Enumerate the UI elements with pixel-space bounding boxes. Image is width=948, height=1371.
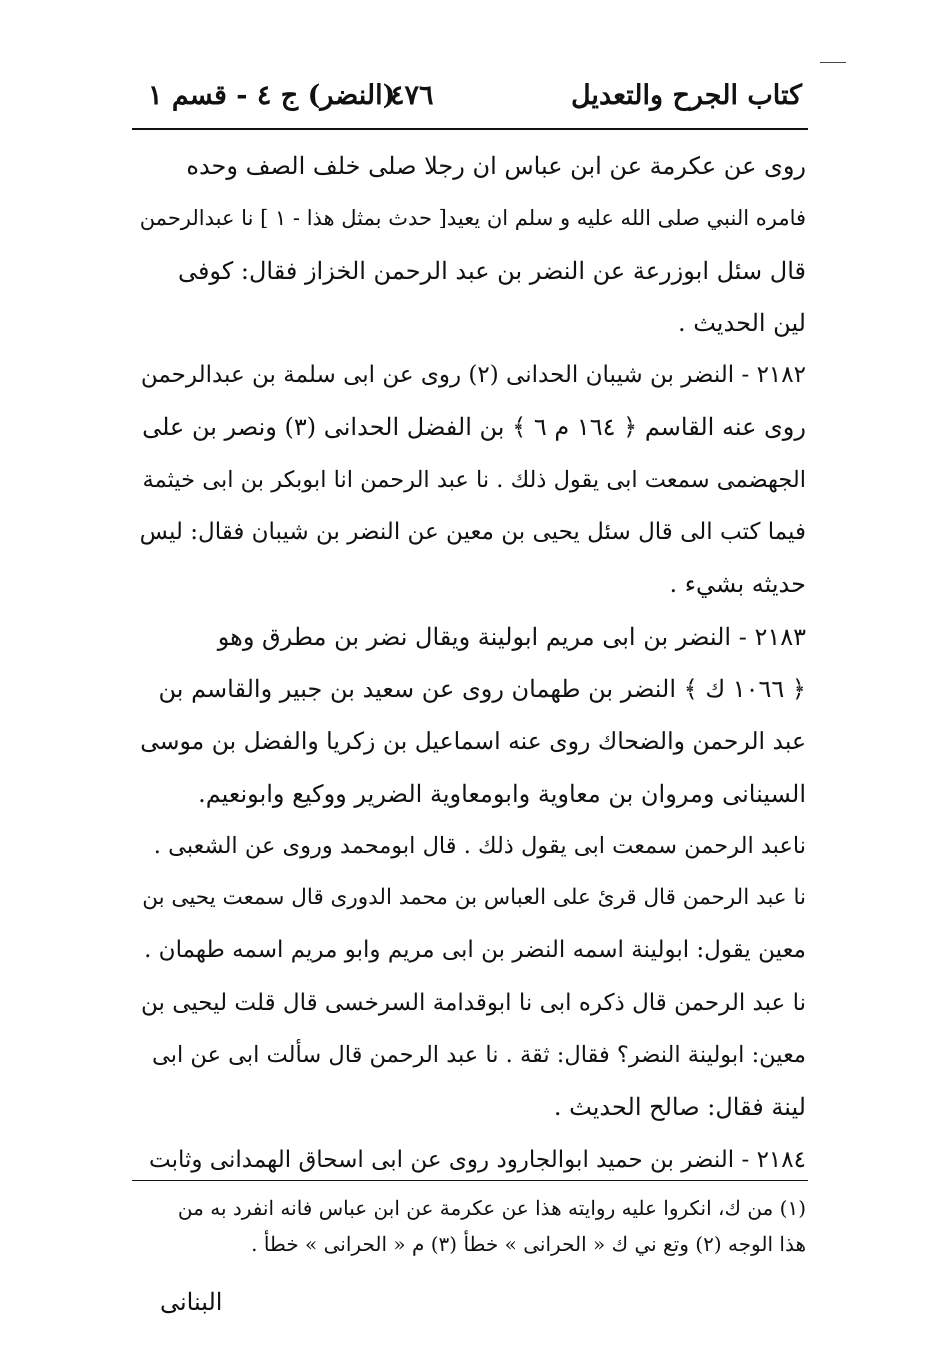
text-line: لين الحديث . (677, 308, 806, 337)
header-page-number: ٤٧٦ (390, 80, 434, 111)
header-rule (132, 128, 808, 130)
text-line: ناعبد الرحمن سمعت ابى يقول ذلك . قال ابومحمد وروى عن الشعبى . (153, 832, 806, 859)
entry-2182-heading: ٢١٨٢ - النضر بن شيبان الحدانى (٢) روى عن ابى سلمة بن عبدالرحمن (140, 362, 806, 389)
footnotes (140, 1190, 806, 1262)
text-line: نا عبد الرحمن قال قرئ على العباس بن محمد الدورى قال سمعت يحيى بن (142, 885, 806, 911)
entry-2184-heading: ٢١٨٤ - النضر بن حميد ابوالجارود روى عن ابى اسحاق الهمدانى وثابت (148, 1146, 806, 1173)
main-text (140, 140, 806, 1186)
header-section: (النضر) ج ٤ - قسم ١ (148, 80, 396, 111)
text-line: فامره النبي صلى الله عليه و سلم ان يعيد[ حدث بمثل هذا - ١ ] نا عبدالرحمن (140, 206, 806, 231)
text-line: حديثه بشيء . (669, 570, 806, 599)
text-line: نا عبد الرحمن قال ذكره ابى نا ابوقدامة السرخسى قال قلت ليحيى بن (140, 989, 806, 1016)
catchword: البنانى (160, 1288, 223, 1316)
corner-mark (820, 62, 846, 63)
text-line: معين: ابولينة النضر؟ فقال: ثقة . نا عبد الرحمن قال سألت ابى عن ابى (152, 1042, 806, 1069)
text-line: روى عن عكرمة عن ابن عباس ان رجلا صلى خلف الصف وحده (186, 152, 806, 180)
running-header (134, 70, 814, 126)
header-book-title: كتاب الجرح والتعديل (570, 80, 802, 111)
text-line: روى عنه القاسم ﴿ ١٦٤ م ٦ ﴾ بن الفضل الحدانى (٣) ونصر بن على (142, 413, 806, 442)
text-line: السينانى ومروان بن معاوية وابومعاوية الضرير ووكيع وابونعيم. (198, 779, 806, 808)
entry-2183-heading: ٢١٨٣ - النضر بن ابى مريم ابولينة ويقال نضر بن مطرق وهو (217, 622, 806, 651)
text-line: ﴿ ١٠٦٦ ك ﴾ النضر بن طهمان روى عن سعيد بن جبير والقاسم بن (158, 674, 806, 703)
footnote-rule (132, 1180, 808, 1181)
footnote-line: (١) من ك، انكروا عليه روايته هذا عن عكرمة عن ابن عباس فانه انفرد به من (177, 1196, 806, 1220)
text-line: معين يقول: ابولينة اسمه النضر بن ابى مريم وابو مريم اسمه طهمان . (144, 937, 806, 964)
text-line: فيما كتب الى قال سئل يحيى بن معين عن النضر بن شيبان فقال: ليس (140, 519, 806, 546)
text-line: عبد الرحمن والضحاك روى عنه اسماعيل بن زكريا والفضل بن موسى (140, 727, 806, 756)
text-line: قال سئل ابوزرعة عن النضر بن عبد الرحمن الخزاز فقال: كوفى (177, 256, 806, 285)
footnote-line: هذا الوجه (٢) وتع ني ك « الحرانى » خطأ (٣) م « الحرانى » خطأ . (251, 1232, 806, 1256)
text-line: الجهضمى سمعت ابى يقول ذلك . نا عبد الرحمن انا ابوبكر بن ابى خيثمة (142, 466, 806, 493)
text-line: لينة فقال: صالح الحديث . (553, 1093, 806, 1122)
